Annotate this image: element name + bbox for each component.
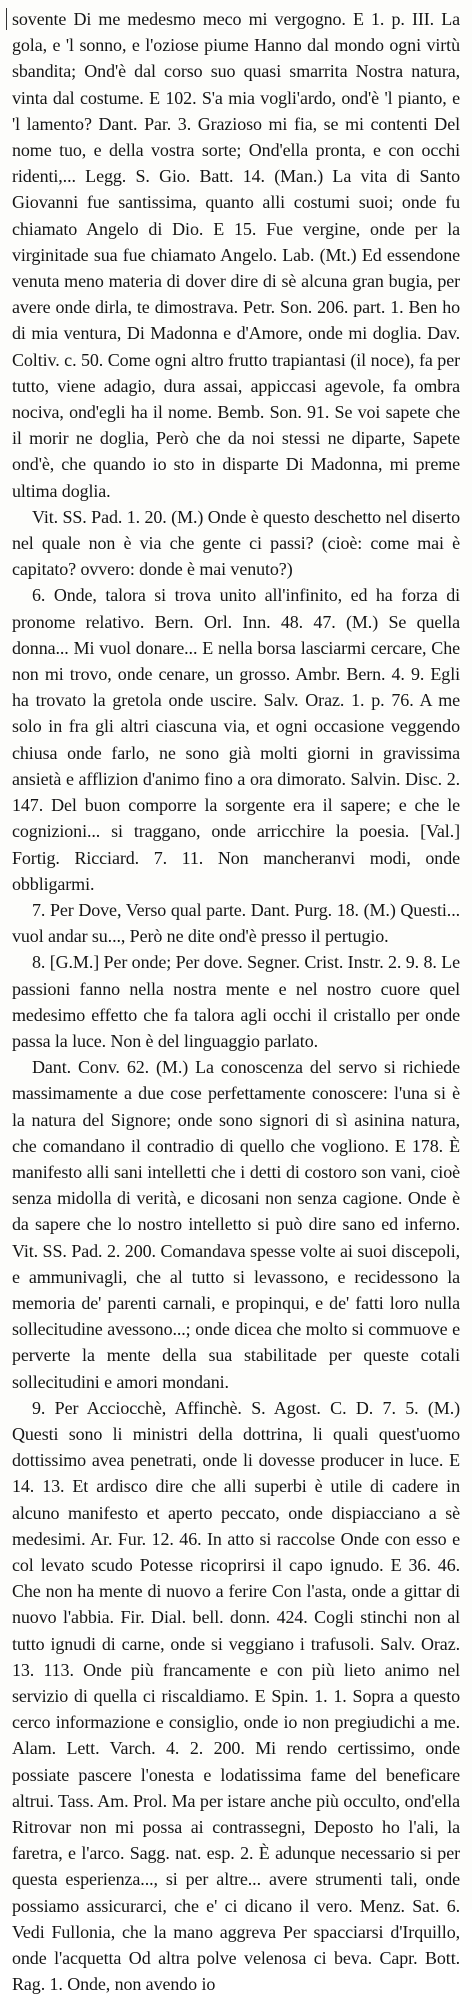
- paragraph-sense-9: 9. Per Acciocchè, Affinchè. S. Agost. C. D. 7. 5. (M.) Questi sono li ministri della dottrina, li quali quest'uomo dottissimo avea penetrati, onde li dovesse producer in luce. E 14. 13. Et ardisco dire che alli superbi è utile di cadere in alcuno manifesto et aperto peccato, onde dispiacciano a sè medesimi. Ar. Fur. 12. 46. In atto si raccolse Onde con esso e col levato scudo Potesse ricoprirsi il capo ignudo. E 36. 46. Che non ha mente di nuovo a ferire Con l'asta, onde a gittar di nuovo l'abbia. Fir. Dial. bell. donn. 424. Cogli stinchi non al tutto ignudi di carne, onde si veggiano i trafusoli. Salv. Oraz. 13. 113. Onde più francamente e con più lieto animo nel servizio di quella ci riscaldiamo. E Spin. 1. 1. Sopra a questo cerco informazione e consiglio, onde io non pregiudichi a me. Alam. Lett. Varch. 4. 2. 200. Mi rendo certissimo, onde possiate pascere l'onesta e lodatissima fame del beneficare altrui. Tass. Am. Prol. Ma per istare anche più occulto, ond'ella Ritrovar non mi possa ai contrassegni, Deposto ho l'ali, la faretra, e l'arco. Sagg. nat. esp. 2. È adunque necessario si per questa esperienza..., si per altre... avere strumenti tali, onde possiamo assicurarci, che e' ci dicano il vero. Menz. Sat. 6. Vedi Fullonia, che la mano aggreva Per spacciarsi d'Irquillo, onde l'acquetta Od altra polve velenosa ci beva. Capr. Bott. Rag. 1. Onde, non avendo io: [12, 1397, 460, 1995]
- paragraph-dant-conv: Dant. Conv. 62. (M.) La conoscenza del servo si richiede massimamente a due cose perfettamente conoscere: l'una si è la natura del Signore; onde sono signori di sì asinina natura, che comandano il contradio di quello che vogliono. E 178. È manifesto alli sani intelletti che i detti di costoro son vani, cioè senza midolla di verità, e dicosani non senza cagione. Onde è da sapere che lo nostro intelletto si può dire sano ed inferno. Vit. SS. Pad. 2. 200. Comandava spesse volte ai suoi discepoli, e ammunivagli, che al tutto si levassono, e recidessono la memoria de' parenti carnali, e propinqui, e de' fatti loro nulla sollecitudine avessono...; onde dicea che molto si commuove e perverte la mente della sua stabilitade per queste cotali sollecitudini e amori mondani.: [12, 1057, 460, 1392]
- paragraph-vit-ss-pad: Vit. SS. Pad. 1. 20. (M.) Onde è questo deschetto nel diserto nel quale non è via che gente ci passi? (cioè: come mai è capitato? ovvero: donde è mai venuto?): [12, 506, 460, 580]
- paragraph-continuation: sovente Di me medesmo meco mi vergogno. E 1. p. III. La gola, e 'l sonno, e l'oziose piume Hanno dal mondo ogni virtù sbandita; Ond'è dal corso suo quasi smarrita Nostra natura, vinta dal costume. E 102. S'a mia vogli'ardo, ond'è 'l pianto, e 'l lamento? Dant. Par. 3. Grazioso mi fia, se mi contenti Del nome tuo, e della vostra sorte; Ond'ella pronta, e con occhi ridenti,... Legg. S. Gio. Batt. 14. (Man.) La vita di Santo Giovanni fue santissima, quanto alli costumi suoi; onde fu chiamato Angelo di Dio. E 15. Fue vergine, onde per la virginitade sua fue chiamato Angelo. Lab. (Mt.) Ed essendone venuta meno materia di dover dire di sè alcuna gran bugia, per avere onde dirla, te dimostrava. Petr. Son. 206. part. 1. Ben ho di mia ventura, Di Madonna e d'Amore, onde mi doglia. Dav. Coltiv. c. 50. Come ogni altro frutto trapiantasi (il noce), fa per tutto, viene adagio, dura assai, appiccasi agevole, fa ombra nociva, ond'egli ha il nome. Bemb. Son. 91. Se voi sapete che il morir ne doglia, Però che da noi stessi ne diparte, Sapete ond'è, che quando io sto in disparte Di Madonna, mi preme ultima doglia.: [12, 9, 460, 501]
- text-column: [12, 6, 460, 1997]
- paragraph-sense-6: 6. Onde, talora si trova unito all'infinito, ed ha forza di pronome relativo. Bern. Orl. Inn. 48. 47. (M.) Se quella donna... Mi vuol donare... E nella borsa lasciarmi cercare, Che non mi trovo, onde cenare, un grosso. Ambr. Bern. 4. 9. Egli ha trovato la gretola onde uscire. Salv. Oraz. 1. p. 76. A me solo in fra gli altri ciascuna via, et ogni occasione veggendo chiusa onde farlo, ne sono già molti giorni in gravissima ansietà e afflizion d'animo fino a ora dimorato. Salvin. Disc. 2. 147. Del buon comporre la sorgente era il sapere; e che le cognizioni... si traggano, onde arricchire la poesia. [Val.] Fortig. Ricciard. 7. 11. Non mancheranvi modi, onde obbligarmi.: [12, 585, 460, 894]
- paragraph-sense-8: 8. [G.M.] Per onde; Per dove. Segner. Crist. Instr. 2. 9. 8. Le passioni fanno nella nostra mente e nel nostro cuore quel medesimo effetto che fa talora agli occhi il cristallo per onde passa la luce. Non è del linguaggio parlato.: [12, 952, 460, 1051]
- paragraph-sense-7: 7. Per Dove, Verso qual parte. Dant. Purg. 18. (M.) Questi... vuol andar su..., Però ne dite ond'è presso il pertugio.: [12, 899, 460, 947]
- margin-rule: [6, 8, 7, 30]
